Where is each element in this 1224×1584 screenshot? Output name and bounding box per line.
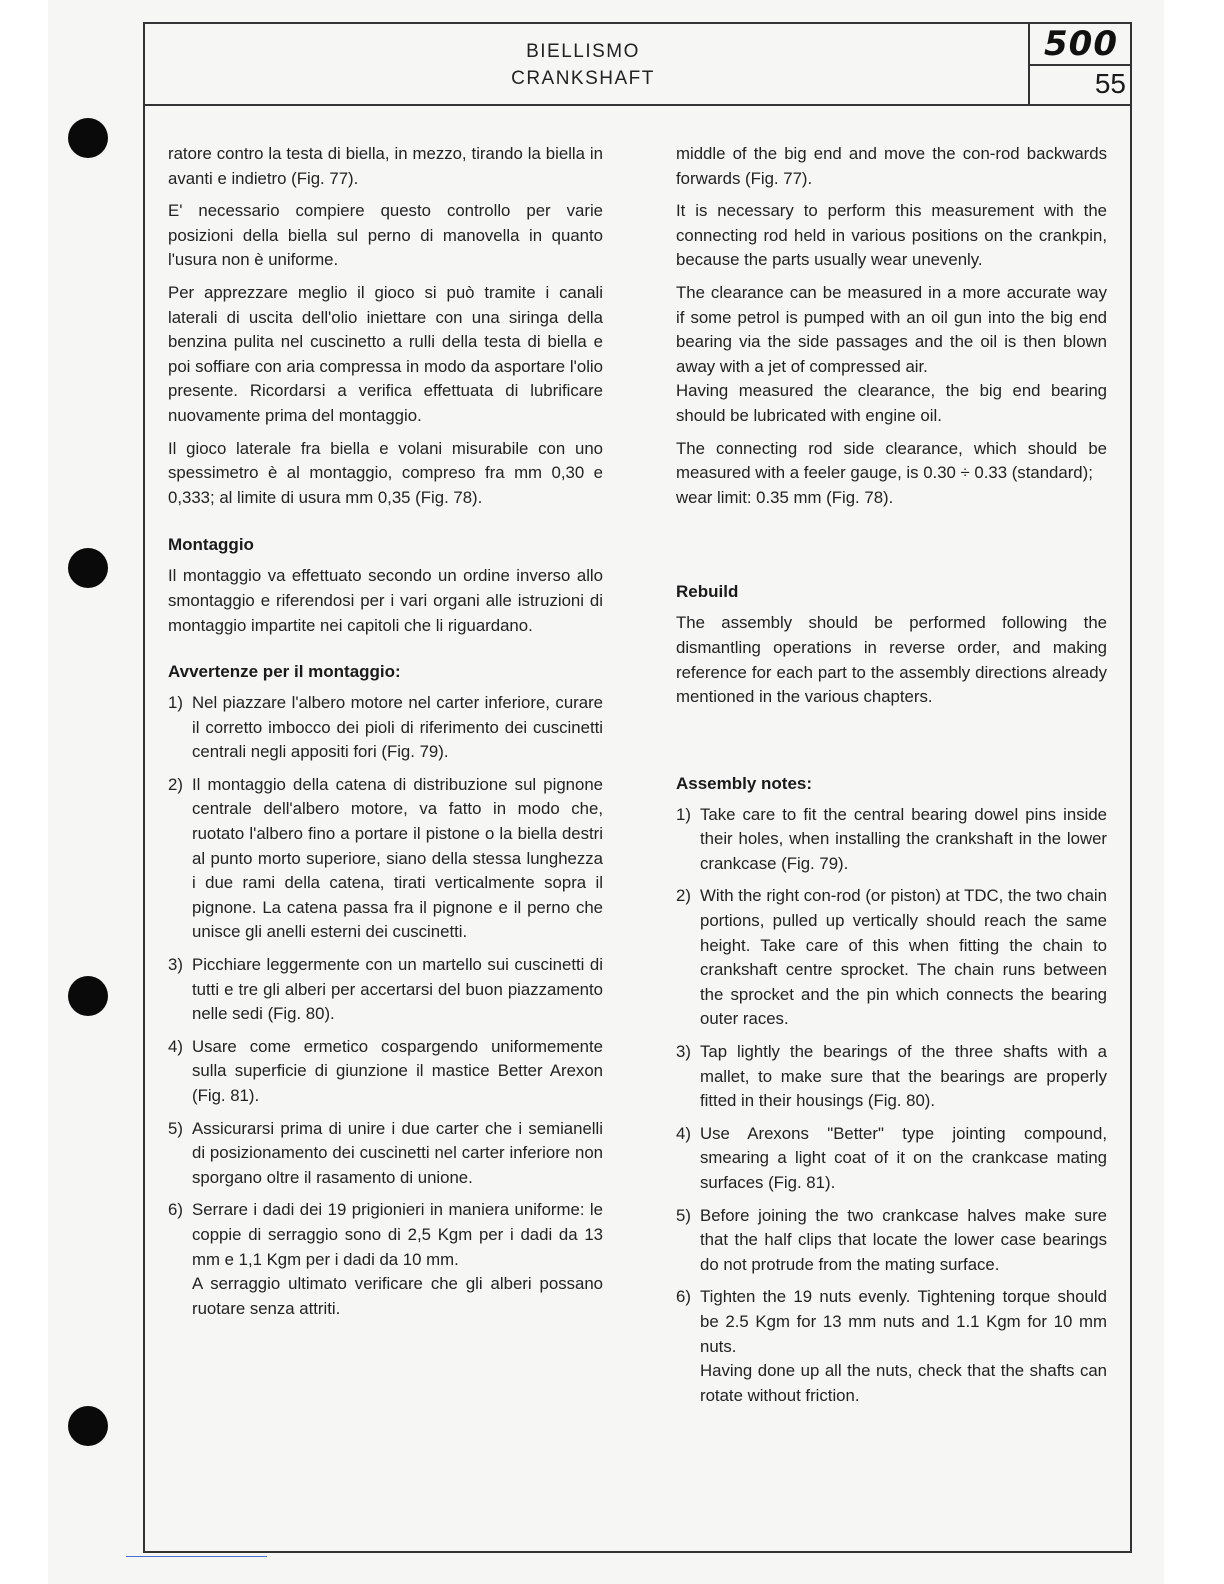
binder-hole-icon [68, 118, 108, 158]
logo-box [1028, 22, 1132, 104]
section-title-english: CRANKSHAFT [511, 68, 655, 89]
list-item [168, 691, 603, 765]
paragraph: The connecting rod side clearance, which should be measured with a feeler gauge, is 0.30 ÷ 0.33 (standard); [676, 438, 1107, 483]
item-text: Before joining the two crankcase halves make sure that the half clips that locate the lower case bearings do not protrude from the mating surface. [700, 1205, 1107, 1274]
list-item [676, 884, 1107, 1032]
list-item [168, 773, 603, 945]
binder-hole-icon [68, 976, 108, 1016]
notes-list [676, 803, 1107, 1359]
list-item [676, 803, 1107, 877]
footer-rule [126, 1556, 267, 1557]
notes-heading: Avvertenze per il montaggio: [168, 662, 401, 682]
item-text: Tap lightly the bearings of the three shafts with a mallet, to make sure that the bearings are properly fitted in their housings (Fig. 80). [700, 1042, 1107, 1111]
list-item [676, 1040, 1107, 1114]
rebuild-heading: Rebuild [676, 582, 739, 602]
model-logo: 500 [1030, 24, 1132, 66]
item-text: Picchiare leggermente con un martello sui cuscinetti di tutti e tre gli alberi per accertarsi del buon piazzamento nelle sedi (Fig. 80). [192, 955, 603, 1024]
item-number: 3) [168, 955, 183, 975]
item-number: 4) [168, 1036, 183, 1056]
list-item [676, 1285, 1107, 1359]
list-item [168, 1035, 603, 1109]
list-item [676, 1122, 1107, 1196]
english-column [676, 142, 1107, 1416]
paragraph: middle of the big end and move the con-rod backwards forwards (Fig. 77). [676, 144, 1107, 188]
item-number: 5) [676, 1205, 691, 1225]
montaggio-heading: Montaggio [168, 535, 254, 555]
paragraph: Il gioco laterale fra biella e volani misurabile con uno spessimetro è al montaggio, compreso fra mm 0,30 e 0,333; al limite di usura mm 0,35 (Fig. 78). [168, 438, 603, 507]
paragraph: The assembly should be performed following the dismantling operations in reverse order, and making reference for each part to the assembly directions already mentioned in the various chapters. [676, 613, 1107, 707]
paragraph: ratore contro la testa di biella, in mezzo, tirando la biella in avanti e indietro (Fig. 77). [168, 144, 603, 188]
section-title [143, 38, 1023, 92]
paragraph: Il montaggio va effettuato secondo un ordine inverso allo smontaggio e riferendosi per i vari organi alle istruzioni di montaggio impartite nei capitoli che li riguardano. [168, 566, 603, 635]
item-number: 1) [168, 693, 183, 713]
notes-list [168, 691, 603, 1272]
item-text: Il montaggio della catena di distribuzione sul pignone centrale dell'albero motore, va fatto in modo che, ruotato l'albero fino a portare il pistone o la biella destri al punto morto superiore, siano della stessa lunghezza i due rami della catena, tirati verticalmente sopra il pignone. La catena passa fra il pignone e il perno che unisce gli anelli esterni dei cuscinetti. [192, 774, 603, 942]
item-number: 6) [676, 1287, 691, 1307]
item-text: With the right con-rod (or piston) at TDC, the two chain portions, pulled up vertically should reach the same height. Take care of this when fitting the chain to crankshaft centre sprocket. The chain runs between the sprocket and the pin which connects the bearing outer races. [700, 886, 1107, 1029]
paragraph: It is necessary to perform this measurement with the connecting rod held in various positions on the crankpin, because the parts usually wear unevenly. [676, 201, 1107, 270]
note-continuation: Having done up all the nuts, check that the shafts can rotate without friction. [700, 1361, 1107, 1405]
item-number: 1) [676, 804, 691, 824]
binder-hole-icon [68, 1406, 108, 1446]
item-text: Usare come ermetico cospargendo uniformemente sulla superficie di giunzione il mastice Better Arexon (Fig. 81). [192, 1036, 603, 1105]
item-number: 3) [676, 1042, 691, 1062]
paragraph: Per apprezzare meglio il gioco si può tramite i canali laterali di uscita dell'olio iniettare con una siringa della benzina pulita nel cuscinetto a rulli della testa di biella e poi soffiare con aria compressa in modo da asportare l'olio presente. Ricordarsi a verifica effettuata di lubrificare nuovamente prima del montaggio. [168, 282, 603, 425]
item-number: 2) [676, 886, 691, 906]
note-continuation: A serraggio ultimato verificare che gli alberi possano ruotare senza attriti. [192, 1274, 603, 1318]
item-number: 6) [168, 1200, 183, 1220]
list-item [168, 1117, 603, 1191]
page-header [143, 22, 1132, 106]
item-text: Serrare i dadi dei 19 prigionieri in maniera uniforme: le coppie di serraggio sono di 2,5 Kgm per i dadi da 13 mm e 1,1 Kgm per i dadi da 10 mm. [192, 1200, 603, 1269]
binder-hole-icon [68, 548, 108, 588]
paragraph: E' necessario compiere questo controllo per varie posizioni della biella sul perno di manovella in quanto l'usura non è uniforme. [168, 201, 603, 270]
item-text: Tighten the 19 nuts evenly. Tightening torque should be 2.5 Kgm for 13 mm nuts and 1.1 Kgm for 10 mm nuts. [700, 1287, 1107, 1356]
notes-heading: Assembly notes: [676, 773, 813, 793]
paragraph: Having measured the clearance, the big end bearing should be lubricated with engine oil. [676, 381, 1107, 425]
list-item [168, 953, 603, 1027]
item-number: 4) [676, 1123, 691, 1143]
italian-column [168, 142, 603, 1329]
paragraph: The clearance can be measured in a more accurate way if some petrol is pumped with an oil gun into the big end bearing via the side passages and the oil is then blown away with a jet of compressed air. [676, 282, 1107, 376]
item-text: Assicurarsi prima di unire i due carter che i semianelli di posizionamento dei cuscinetti nel carter inferiore non sporgano oltre il rasamento di unione. [192, 1118, 603, 1187]
section-title-italian: BIELLISMO [526, 41, 640, 62]
list-item [168, 1198, 603, 1272]
item-text: Use Arexons "Better" type jointing compound, smearing a light coat of it on the crankcase mating surfaces (Fig. 81). [700, 1123, 1107, 1192]
paragraph: wear limit: 0.35 mm (Fig. 78). [676, 487, 894, 507]
item-text: Take care to fit the central bearing dowel pins inside their holes, when installing the crankshaft in the lower crankcase (Fig. 79). [700, 804, 1107, 873]
item-text: Nel piazzare l'albero motore nel carter inferiore, curare il corretto imbocco dei pioli di riferimento dei cuscinetti centrali negli appositi fori (Fig. 79). [192, 693, 603, 762]
item-number: 5) [168, 1118, 183, 1138]
page-number: 55 [1094, 68, 1126, 99]
list-item [676, 1204, 1107, 1278]
item-number: 2) [168, 774, 183, 794]
